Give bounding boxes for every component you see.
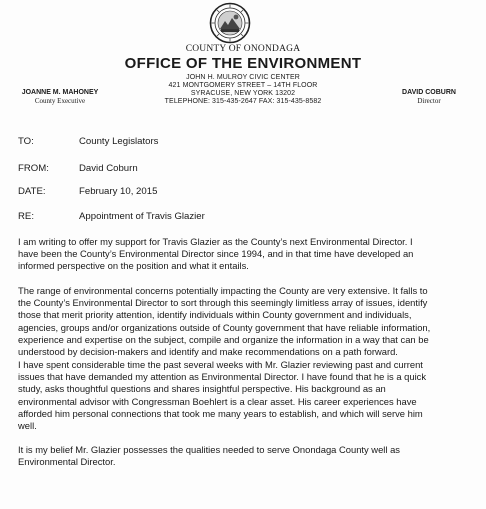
body-line: agencies, groups and/or organizations outside of County government that have reliable information, [18, 321, 431, 333]
director-name: DAVID COBURN [402, 89, 456, 96]
address-line-phone-fax: TELEPHONE: 315-435-2647 FAX: 315-435-8582 [164, 98, 322, 105]
director-title: Director [417, 97, 441, 105]
memo-from-label: FROM: [18, 163, 49, 174]
body-line: understood by decision-makers and identify and make recommendations on a path forward. [18, 346, 398, 358]
body-paragraph-2 [18, 285, 480, 358]
county-name: COUNTY OF ONONDAGA [185, 44, 301, 54]
body-line: afforded him personal connections that took me many years to establish, and which will serve him [18, 407, 423, 419]
body-paragraph-1 [18, 236, 480, 273]
memo-to-label: TO: [18, 136, 34, 147]
director-block [388, 88, 470, 105]
body-line: I have spent considerable time the past several weeks with Mr. Glazier reviewing past and current [18, 359, 423, 370]
memo-subject-label: RE: [18, 211, 34, 222]
body-paragraph-4 [18, 444, 480, 468]
body-line: Environmental Director. [18, 456, 116, 468]
county-seal-icon [209, 2, 251, 44]
body-line: It is my belief Mr. Glazier possesses the qualities needed to serve Onondaga County well as [18, 444, 400, 455]
body-line: informed perspective on the position and what it entails. [18, 260, 249, 272]
body-line: those that merit priority attention, identify individuals within County government and individuals, [18, 309, 412, 321]
county-executive-name: JOANNE M. MAHONEY [21, 89, 99, 96]
county-executive-block [18, 88, 102, 105]
county-executive-title: County Executive [34, 97, 86, 105]
body-line: well. [18, 420, 37, 432]
memo-date-value: February 10, 2015 [79, 186, 158, 197]
memo-from-value: David Coburn [79, 163, 138, 174]
office-name: OFFICE OF THE ENVIRONMENT [124, 55, 362, 72]
body-line: experience and expertise on the subject, compile and organize the information in a way that can be [18, 333, 429, 345]
body-paragraph-3 [18, 359, 480, 432]
body-line: The range of environmental concerns potentially impacting the County are very extensive. It falls to [18, 285, 428, 296]
memo-date-label: DATE: [18, 186, 46, 197]
address-line-street: 421 MONTGOMERY STREET – 14TH FLOOR [168, 82, 318, 89]
body-line: study, asks thoughtful questions and shares insightful perspective. His background as an [18, 383, 386, 395]
address-line-building: JOHN H. MULROY CIVIC CENTER [186, 74, 300, 81]
body-line: have been the County’s Environmental Director since 1994, and in that time have developed an [18, 248, 414, 260]
body-line: issues that have demanded my attention as Environmental Director. I have found that he is a quick [18, 371, 427, 383]
memo-subject-value: Appointment of Travis Glazier [79, 211, 205, 222]
body-line: environmental advisor with Congressman Boehlert is a clear asset. His career experiences have [18, 395, 417, 407]
memo-to-value: County Legislators [79, 136, 159, 147]
body-line: I am writing to offer my support for Travis Glazier as the County’s next Environmental Director. I [18, 236, 413, 247]
address-line-city: SYRACUSE, NEW YORK 13202 [190, 90, 296, 97]
body-line: the County’s Environmental Director to sort through this seemingly limitless array of issues, identify [18, 297, 428, 309]
